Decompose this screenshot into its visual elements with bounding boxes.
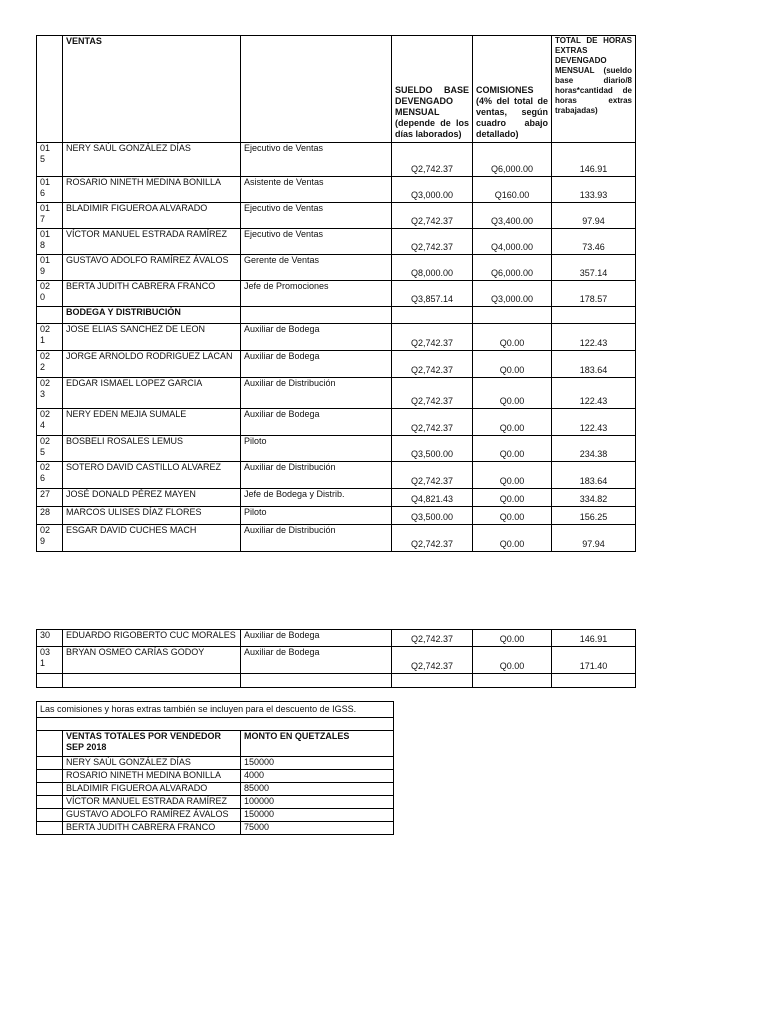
vendedor-name: GUSTAVO ADOLFO RAMÍREZ ÁVALOS bbox=[63, 809, 241, 822]
vendedor-name: VÍCTOR MANUEL ESTRADA RAMÍREZ bbox=[63, 796, 241, 809]
totals-header-row bbox=[37, 731, 394, 757]
employee-role: Ejecutivo de Ventas bbox=[241, 203, 392, 229]
horas-value: 133.93 bbox=[552, 177, 636, 203]
sueldo-value: Q2,742.37 bbox=[392, 378, 473, 409]
table-row bbox=[37, 462, 636, 489]
totals-row bbox=[37, 770, 394, 783]
comision-value: Q6,000.00 bbox=[473, 255, 552, 281]
sueldo-value: Q4,821.43 bbox=[392, 489, 473, 507]
employee-name: BLADIMIR FIGUEROA ALVARADO bbox=[63, 203, 241, 229]
empty-cell bbox=[241, 307, 392, 324]
comision-value: Q0.00 bbox=[473, 378, 552, 409]
empty-cell bbox=[37, 783, 63, 796]
comision-value: Q0.00 bbox=[473, 409, 552, 436]
row-code: 28 bbox=[37, 507, 63, 525]
table-row bbox=[37, 255, 636, 281]
empty-cell bbox=[37, 796, 63, 809]
employee-role: Auxiliar de Bodega bbox=[241, 409, 392, 436]
comision-value: Q0.00 bbox=[473, 436, 552, 462]
employee-role: Asistente de Ventas bbox=[241, 177, 392, 203]
horas-value: 234.38 bbox=[552, 436, 636, 462]
igss-note: Las comisiones y horas extras también se incluyen para el descuento de IGSS. bbox=[37, 702, 394, 718]
horas-value: 97.94 bbox=[552, 203, 636, 229]
empty-cell bbox=[392, 307, 473, 324]
row-code: 30 bbox=[37, 630, 63, 647]
row-code: 27 bbox=[37, 489, 63, 507]
monto-value: 85000 bbox=[241, 783, 394, 796]
section-row bbox=[37, 307, 636, 324]
sueldo-value: Q3,500.00 bbox=[392, 436, 473, 462]
vendedor-name: BERTA JUDITH CABRERA FRANCO bbox=[63, 822, 241, 835]
sueldo-value: Q2,742.37 bbox=[392, 630, 473, 647]
monto-value: 100000 bbox=[241, 796, 394, 809]
vendedor-name: ROSARIO NINETH MEDINA BONILLA bbox=[63, 770, 241, 783]
employee-name: ROSARIO NINETH MEDINA BONILLA bbox=[63, 177, 241, 203]
horas-value: 171.40 bbox=[552, 647, 636, 674]
employee-name: JOSÉ DONALD PÉREZ MAYEN bbox=[63, 489, 241, 507]
note-row bbox=[37, 702, 394, 718]
header-role-cell bbox=[241, 36, 392, 143]
monto-value: 75000 bbox=[241, 822, 394, 835]
table-row bbox=[37, 507, 636, 525]
employee-role: Auxiliar de Bodega bbox=[241, 630, 392, 647]
employee-role: Ejecutivo de Ventas bbox=[241, 143, 392, 177]
sueldo-value: Q2,742.37 bbox=[392, 324, 473, 351]
sueldo-value: Q2,742.37 bbox=[392, 143, 473, 177]
table-row bbox=[37, 203, 636, 229]
sueldo-value: Q2,742.37 bbox=[392, 203, 473, 229]
employee-name: VÍCTOR MANUEL ESTRADA RAMÍREZ bbox=[63, 229, 241, 255]
sueldo-value: Q2,742.37 bbox=[392, 351, 473, 378]
table-row bbox=[37, 378, 636, 409]
horas-value: 334.82 bbox=[552, 489, 636, 507]
empty-cell bbox=[37, 822, 63, 835]
row-code: 03 1 bbox=[37, 647, 63, 674]
header-row bbox=[37, 36, 636, 143]
totals-header-monto: MONTO EN QUETZALES bbox=[241, 731, 394, 757]
table-row bbox=[37, 177, 636, 203]
horas-value: 156.25 bbox=[552, 507, 636, 525]
employee-name: NERY SAÚL GONZÁLEZ DÍAS bbox=[63, 143, 241, 177]
employee-name: JOSE ELIAS SANCHEZ DE LEON bbox=[63, 324, 241, 351]
row-code: 01 6 bbox=[37, 177, 63, 203]
comision-value: Q0.00 bbox=[473, 507, 552, 525]
employee-role: Jefe de Bodega y Distrib. bbox=[241, 489, 392, 507]
empty-cell bbox=[63, 674, 241, 688]
sueldo-value: Q8,000.00 bbox=[392, 255, 473, 281]
empty-cell bbox=[552, 307, 636, 324]
comision-value: Q0.00 bbox=[473, 462, 552, 489]
sueldo-value: Q2,742.37 bbox=[392, 409, 473, 436]
comision-value: Q0.00 bbox=[473, 630, 552, 647]
row-code: 02 6 bbox=[37, 462, 63, 489]
employee-role: Auxiliar de Bodega bbox=[241, 647, 392, 674]
employee-role: Auxiliar de Bodega bbox=[241, 324, 392, 351]
header-horas-extras: TOTAL DE HORAS EXTRAS DEVENGADO MENSUAL (sueldo base diario/8 horas*cantidad de horas extras trabajadas) bbox=[552, 36, 636, 143]
sueldo-value: Q2,742.37 bbox=[392, 229, 473, 255]
horas-value: 146.91 bbox=[552, 143, 636, 177]
employee-role: Auxiliar de Distribución bbox=[241, 462, 392, 489]
empty-cell bbox=[37, 674, 63, 688]
employee-name: MARCOS ULISES DÍAZ FLORES bbox=[63, 507, 241, 525]
table-row bbox=[37, 630, 636, 647]
horas-value: 73.46 bbox=[552, 229, 636, 255]
row-code: 02 2 bbox=[37, 351, 63, 378]
row-code: 02 3 bbox=[37, 378, 63, 409]
table-row bbox=[37, 489, 636, 507]
empty-row bbox=[37, 674, 636, 688]
sueldo-value: Q3,500.00 bbox=[392, 507, 473, 525]
vendedor-name: BLADIMIR FIGUEROA ALVARADO bbox=[63, 783, 241, 796]
empty-cell bbox=[37, 770, 63, 783]
totals-row bbox=[37, 757, 394, 770]
comision-value: Q0.00 bbox=[473, 351, 552, 378]
comision-value: Q3,400.00 bbox=[473, 203, 552, 229]
monto-value: 150000 bbox=[241, 757, 394, 770]
section-title-ventas: VENTAS bbox=[63, 36, 241, 143]
employee-name: BRYAN OSMEO CARÍAS GODOY bbox=[63, 647, 241, 674]
payroll-table bbox=[36, 35, 636, 552]
empty-cell bbox=[552, 674, 636, 688]
employee-role: Gerente de Ventas bbox=[241, 255, 392, 281]
employee-name: NERY EDEN MEJIA SUMALE bbox=[63, 409, 241, 436]
employee-role: Auxiliar de Distribución bbox=[241, 525, 392, 552]
sueldo-value: Q2,742.37 bbox=[392, 462, 473, 489]
employee-name: BERTA JUDITH CABRERA FRANCO bbox=[63, 281, 241, 307]
table-row bbox=[37, 351, 636, 378]
empty-cell bbox=[241, 674, 392, 688]
employee-name: EDUARDO RIGOBERTO CUC MORALES bbox=[63, 630, 241, 647]
table-row bbox=[37, 281, 636, 307]
row-code: 01 8 bbox=[37, 229, 63, 255]
row-code: 01 7 bbox=[37, 203, 63, 229]
empty-cell bbox=[37, 731, 63, 757]
header-comisiones: COMISIONES (4% del total de ventas, según cuadro abajo detallado) bbox=[473, 36, 552, 143]
employee-role: Jefe de Promociones bbox=[241, 281, 392, 307]
horas-value: 122.43 bbox=[552, 378, 636, 409]
row-code: 01 5 bbox=[37, 143, 63, 177]
horas-value: 146.91 bbox=[552, 630, 636, 647]
employee-name: EDGAR ISMAEL LOPEZ GARCIA bbox=[63, 378, 241, 409]
horas-value: 178.57 bbox=[552, 281, 636, 307]
empty-cell bbox=[37, 757, 63, 770]
employee-role: Auxiliar de Bodega bbox=[241, 351, 392, 378]
empty-cell bbox=[37, 809, 63, 822]
comision-value: Q0.00 bbox=[473, 324, 552, 351]
employee-role: Auxiliar de Distribución bbox=[241, 378, 392, 409]
row-code: 02 5 bbox=[37, 436, 63, 462]
table-row bbox=[37, 229, 636, 255]
empty-cell bbox=[37, 718, 394, 731]
totals-row bbox=[37, 809, 394, 822]
horas-value: 183.64 bbox=[552, 462, 636, 489]
row-code: 02 9 bbox=[37, 525, 63, 552]
employee-name: ESGAR DAVID CUCHES MACH bbox=[63, 525, 241, 552]
totals-row bbox=[37, 796, 394, 809]
sueldo-value: Q3,857.14 bbox=[392, 281, 473, 307]
empty-cell bbox=[473, 307, 552, 324]
horas-value: 183.64 bbox=[552, 351, 636, 378]
totals-row bbox=[37, 783, 394, 796]
comision-value: Q0.00 bbox=[473, 647, 552, 674]
employee-role: Ejecutivo de Ventas bbox=[241, 229, 392, 255]
table-row bbox=[37, 324, 636, 351]
employee-name: GUSTAVO ADOLFO RAMÍREZ ÁVALOS bbox=[63, 255, 241, 281]
table-row bbox=[37, 143, 636, 177]
employee-role: Piloto bbox=[241, 507, 392, 525]
comision-value: Q160.00 bbox=[473, 177, 552, 203]
header-sueldo: SUELDO BASE DEVENGADO MENSUAL (depende de los días laborados) bbox=[392, 36, 473, 143]
comision-value: Q4,000.00 bbox=[473, 229, 552, 255]
employee-role: Piloto bbox=[241, 436, 392, 462]
totals-row bbox=[37, 822, 394, 835]
horas-value: 97.94 bbox=[552, 525, 636, 552]
table-row bbox=[37, 436, 636, 462]
monto-value: 150000 bbox=[241, 809, 394, 822]
employee-name: BOSBELI ROSALES LEMUS bbox=[63, 436, 241, 462]
employee-name: SOTERO DAVID CASTILLO ALVAREZ bbox=[63, 462, 241, 489]
vendedor-name: NERY SAÚL GONZÁLEZ DÍAS bbox=[63, 757, 241, 770]
payroll-table-continued bbox=[36, 629, 636, 688]
row-code: 02 1 bbox=[37, 324, 63, 351]
totals-header-vendedor: VENTAS TOTALES POR VENDEDOR SEP 2018 bbox=[63, 731, 241, 757]
employee-name: JORGE ARNOLDO RODRIGUEZ LACAN bbox=[63, 351, 241, 378]
empty-cell bbox=[37, 307, 63, 324]
table-row bbox=[37, 647, 636, 674]
comision-value: Q6,000.00 bbox=[473, 143, 552, 177]
sueldo-value: Q2,742.37 bbox=[392, 647, 473, 674]
monto-value: 4000 bbox=[241, 770, 394, 783]
horas-value: 357.14 bbox=[552, 255, 636, 281]
empty-row bbox=[37, 718, 394, 731]
row-code: 01 9 bbox=[37, 255, 63, 281]
row-code: 02 4 bbox=[37, 409, 63, 436]
empty-cell bbox=[473, 674, 552, 688]
comision-value: Q3,000.00 bbox=[473, 281, 552, 307]
comision-value: Q0.00 bbox=[473, 525, 552, 552]
row-code: 02 0 bbox=[37, 281, 63, 307]
empty-cell bbox=[392, 674, 473, 688]
horas-value: 122.43 bbox=[552, 324, 636, 351]
table-row bbox=[37, 409, 636, 436]
section-title-bodega: BODEGA Y DISTRIBUCIÓN bbox=[63, 307, 241, 324]
header-code-cell bbox=[37, 36, 63, 143]
sueldo-value: Q2,742.37 bbox=[392, 525, 473, 552]
sueldo-value: Q3,000.00 bbox=[392, 177, 473, 203]
table-row bbox=[37, 525, 636, 552]
sales-totals-table bbox=[36, 701, 394, 835]
horas-value: 122.43 bbox=[552, 409, 636, 436]
comision-value: Q0.00 bbox=[473, 489, 552, 507]
